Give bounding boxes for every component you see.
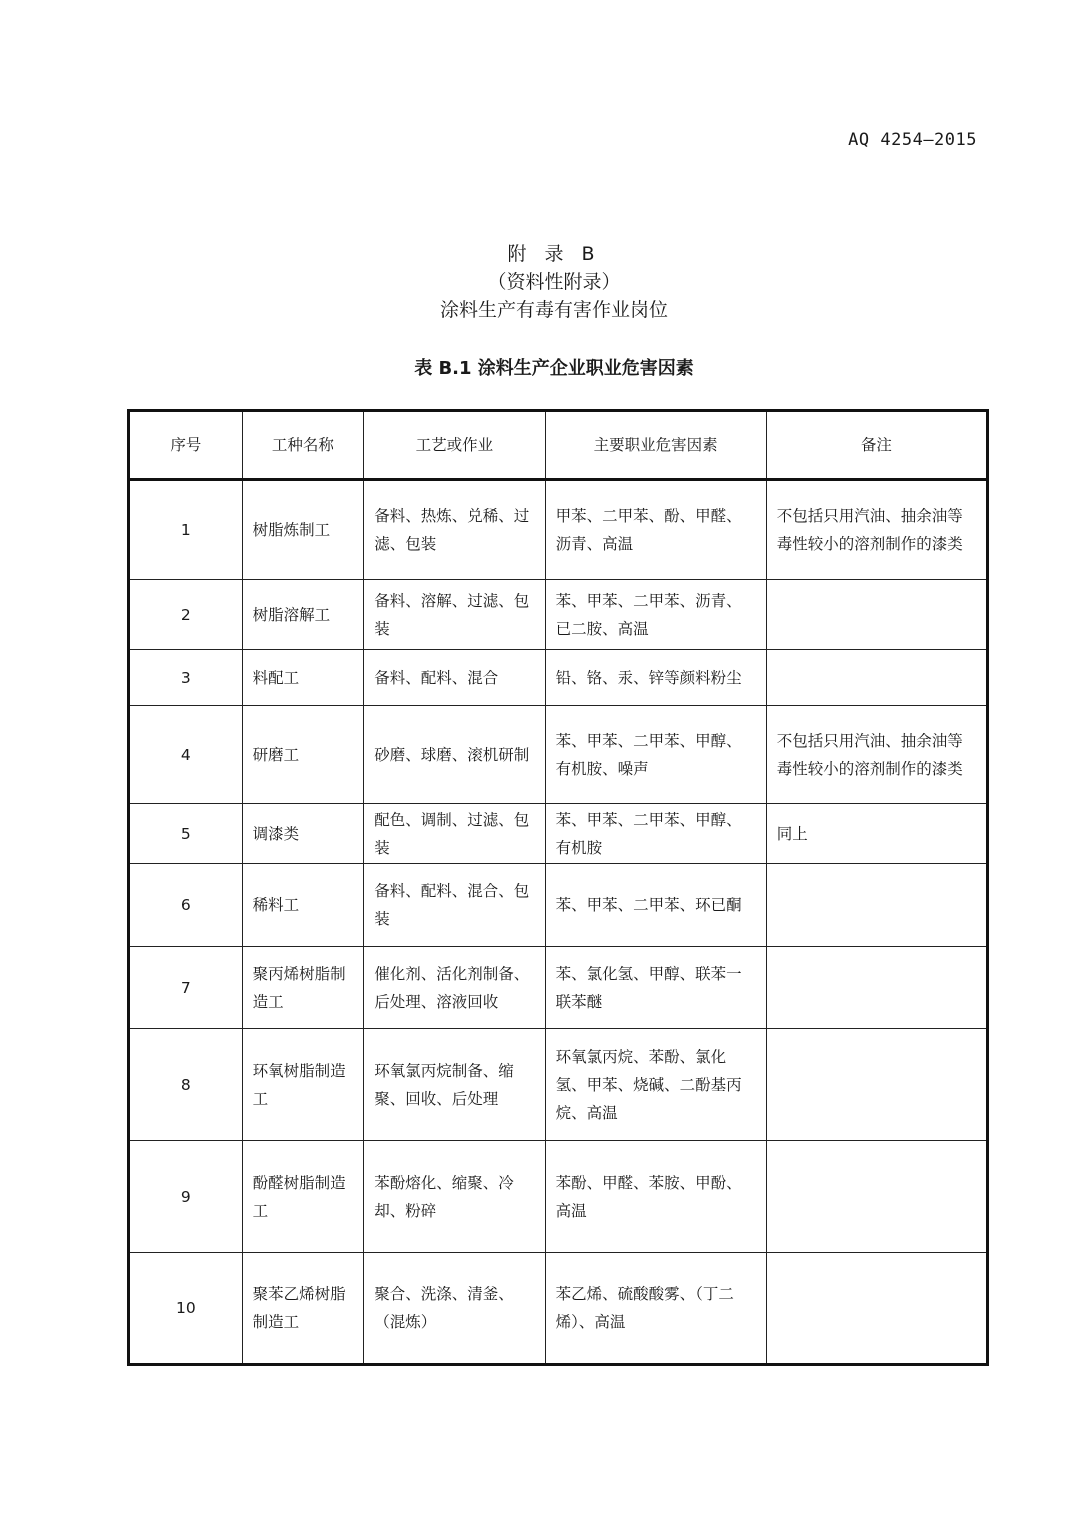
table-row xyxy=(129,706,988,804)
cell-job: 研磨工 xyxy=(242,706,364,804)
cell-process: 备料、热炼、兑稀、过滤、包装 xyxy=(364,480,545,580)
cell-job: 环氧树脂制造工 xyxy=(242,1029,364,1141)
cell-hazards: 苯、甲苯、二甲苯、沥青、已二胺、高温 xyxy=(545,580,766,650)
table-row xyxy=(129,864,988,947)
table-row xyxy=(129,947,988,1029)
cell-hazards: 苯、甲苯、二甲苯、甲醇、有机胺、噪声 xyxy=(545,706,766,804)
cell-process: 备料、配料、混合、包装 xyxy=(364,864,545,947)
cell-no: 3 xyxy=(129,650,243,706)
cell-no: 9 xyxy=(129,1141,243,1253)
table-row xyxy=(129,480,988,580)
cell-no: 2 xyxy=(129,580,243,650)
cell-note xyxy=(766,947,987,1029)
cell-hazards: 苯、甲苯、二甲苯、环已酮 xyxy=(545,864,766,947)
cell-hazards: 甲苯、二甲苯、酚、甲醛、沥青、高温 xyxy=(545,480,766,580)
cell-job: 树脂溶解工 xyxy=(242,580,364,650)
cell-job: 稀料工 xyxy=(242,864,364,947)
table-row xyxy=(129,650,988,706)
table-row xyxy=(129,1029,988,1141)
cell-process: 备料、配料、混合 xyxy=(364,650,545,706)
hazard-table xyxy=(127,409,989,1366)
cell-note: 不包括只用汽油、抽余油等毒性较小的溶剂制作的漆类 xyxy=(766,706,987,804)
cell-process: 环氧氯丙烷制备、缩聚、回收、后处理 xyxy=(364,1029,545,1141)
cell-job: 树脂炼制工 xyxy=(242,480,364,580)
header-hazards: 主要职业危害因素 xyxy=(545,411,766,480)
cell-job: 聚苯乙烯树脂制造工 xyxy=(242,1253,364,1365)
cell-note xyxy=(766,580,987,650)
cell-note xyxy=(766,1141,987,1253)
cell-process: 聚合、洗涤、清釜、（混炼） xyxy=(364,1253,545,1365)
table-row xyxy=(129,580,988,650)
cell-job: 聚丙烯树脂制造工 xyxy=(242,947,364,1029)
cell-no: 7 xyxy=(129,947,243,1029)
header-note: 备注 xyxy=(766,411,987,480)
cell-note xyxy=(766,864,987,947)
cell-note xyxy=(766,1253,987,1365)
cell-job: 酚醛树脂制造工 xyxy=(242,1141,364,1253)
cell-hazards: 苯乙烯、硫酸酸雾、（丁二烯）、高温 xyxy=(545,1253,766,1365)
table-header-row xyxy=(129,411,988,480)
cell-no: 4 xyxy=(129,706,243,804)
cell-note: 同上 xyxy=(766,804,987,864)
standard-code: AQ 4254—2015 xyxy=(848,130,977,150)
cell-hazards: 苯酚、甲醛、苯胺、甲酚、高温 xyxy=(545,1141,766,1253)
header-no: 序号 xyxy=(129,411,243,480)
cell-process: 催化剂、活化剂制备、后处理、溶液回收 xyxy=(364,947,545,1029)
cell-job: 料配工 xyxy=(242,650,364,706)
cell-no: 1 xyxy=(129,480,243,580)
cell-hazards: 苯、氯化氢、甲醇、联苯一联苯醚 xyxy=(545,947,766,1029)
cell-process: 苯酚熔化、缩聚、冷却、粉碎 xyxy=(364,1141,545,1253)
cell-process: 备料、溶解、过滤、包装 xyxy=(364,580,545,650)
cell-job: 调漆类 xyxy=(242,804,364,864)
cell-note: 不包括只用汽油、抽余油等毒性较小的溶剂制作的漆类 xyxy=(766,480,987,580)
appendix-title: 附 录 B xyxy=(507,243,601,265)
cell-no: 10 xyxy=(129,1253,243,1365)
table-row xyxy=(129,1253,988,1365)
table-caption: 表 B.1 涂料生产企业职业危害因素 xyxy=(414,358,694,379)
cell-process: 砂磨、球磨、滚机研制 xyxy=(364,706,545,804)
cell-process: 配色、调制、过滤、包装 xyxy=(364,804,545,864)
header-job: 工种名称 xyxy=(242,411,364,480)
cell-no: 8 xyxy=(129,1029,243,1141)
appendix-type: （资料性附录） xyxy=(487,271,621,293)
cell-no: 6 xyxy=(129,864,243,947)
cell-note xyxy=(766,1029,987,1141)
header-process: 工艺或作业 xyxy=(364,411,545,480)
cell-hazards: 铅、铬、汞、锌等颜料粉尘 xyxy=(545,650,766,706)
appendix-subject: 涂料生产有毒有害作业岗位 xyxy=(439,299,668,321)
table-row xyxy=(129,1141,988,1253)
cell-hazards: 苯、甲苯、二甲苯、甲醇、有机胺 xyxy=(545,804,766,864)
cell-no: 5 xyxy=(129,804,243,864)
cell-hazards: 环氧氯丙烷、苯酚、氯化氢、甲苯、烧碱、二酚基丙烷、高温 xyxy=(545,1029,766,1141)
cell-note xyxy=(766,650,987,706)
appendix-heading xyxy=(0,240,1080,324)
table-row xyxy=(129,804,988,864)
